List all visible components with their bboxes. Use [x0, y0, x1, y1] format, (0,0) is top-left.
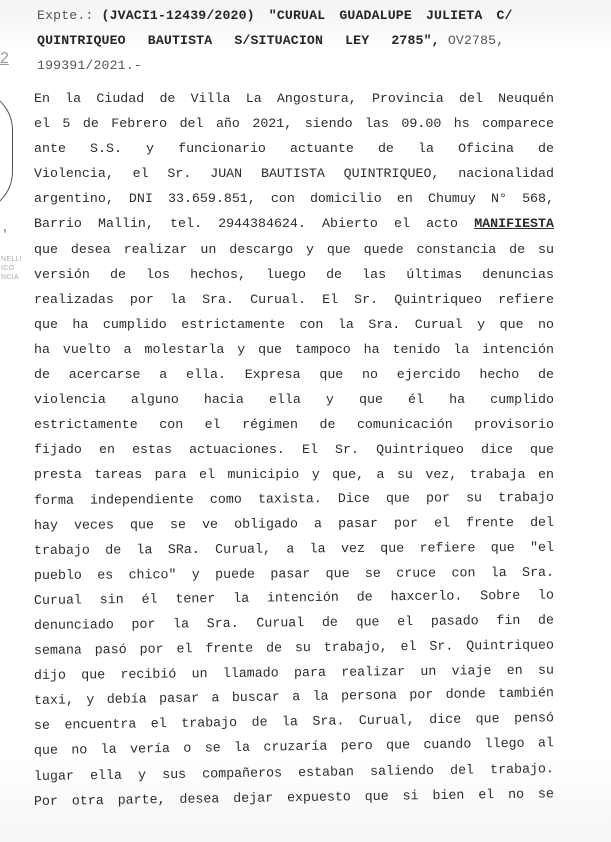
margin-dot-mark: ,	[3, 218, 7, 234]
body-line: presta tareas para el municipio y que, a su vez, trabaja en	[34, 467, 554, 483]
header-line-2	[37, 28, 557, 53]
body-line: En la Ciudad de Villa La Angostura, Provincia del Neuquén	[34, 91, 554, 106]
body-line: taxi, y debía pasar a buscar a la persona por donde también	[33, 685, 555, 709]
body-line-text: Barrio Mallin, tel. 2944384624. Abierto el acto	[34, 216, 459, 232]
body-line: versión de los hechos, luego de las últimas denuncias	[34, 266, 554, 282]
body-line: estrictamente con el régimen de comunicación provisorio	[34, 417, 554, 433]
body-line: violencia alguno hacia ella y que él ha cumplido	[34, 392, 554, 408]
body-line: semana pasó por el frente de su trabajo, el Sr. Quintriqueo	[33, 637, 555, 659]
body-line: que desea realizar un descargo y que quede constancia de su	[34, 241, 554, 257]
body-line: que no la vería o se la cruzaría pero que cuando llego al	[33, 735, 555, 759]
body-line: forma independiente como taxista. Dice que por su trabajo	[33, 489, 555, 508]
stamp-line: ICO	[1, 265, 15, 272]
body-line: hay veces que se ve obligado a pasar por el frente del	[33, 514, 555, 533]
case-header	[37, 3, 557, 78]
body-line: el 5 de Febrero del año 2021, siendo las 09.00 hs comparece	[34, 116, 554, 132]
margin-bracket-mark	[0, 90, 13, 212]
body-line: Violencia, el Sr. JUAN BAUTISTA QUINTRIQUEO, nacionalidad	[34, 166, 554, 182]
body-line: Curual sin él tener la intención de haxcerlo. Sobre lo	[33, 587, 555, 608]
body-line: Por otra parte, desea dejar expuesto que si bien el no se	[33, 785, 555, 809]
stamp-line: NELLI	[1, 256, 22, 263]
body-line: pueblo es chico" y puede pasar que se cruce con la Sra.	[33, 564, 555, 583]
body-line: dijo que recibió un llamado para realizar un viaje en su	[33, 662, 555, 684]
body-line-manifiesta	[34, 211, 554, 236]
body-line: ante S.S. y funcionario actuante de la Oficina de	[34, 141, 554, 157]
case-title-part-1: (JVACI1-12439/2020) "CURUAL GUADALUPE JULIETA C/	[101, 8, 513, 23]
body-line: ha vuelto a molestarla y que tampoco ha tenido la intención	[34, 341, 554, 357]
case-title-part-2: QUINTRIQUEO BAUTISTA S/SITUACION LEY 2785",	[37, 33, 440, 48]
body-line: de acercarse a ella. Expresa que no ejercido hecho de	[34, 367, 554, 383]
manifiesta-emphasis: MANIFIESTA	[474, 216, 554, 232]
stamp-line: NCIA	[1, 274, 19, 281]
document-body	[34, 86, 564, 814]
margin-stamp	[1, 255, 22, 282]
body-line: fijado en estas actuaciones. El Sr. Quintriqueo dice que	[34, 442, 554, 458]
case-label: Expte.:	[37, 8, 94, 23]
header-line-1	[37, 3, 557, 28]
body-line: se encuentra el trabajo de la Sra. Curual, dice que pensó	[33, 710, 555, 734]
page-number: 2	[0, 50, 9, 67]
body-line: lugar ella y sus compañeros estaban saliendo del trabajo.	[33, 760, 555, 784]
body-line: que ha cumplido estrictamente con la Sra. Curual y que no	[34, 316, 554, 332]
body-line: trabajo de la SRa. Curual, a la vez que refiere que "el	[33, 539, 555, 558]
body-line: realizadas por la Sra. Curual. El Sr. Quintriqueo refiere	[34, 291, 554, 307]
case-code: OV2785,	[447, 33, 505, 48]
case-number: 199391/2021.-	[37, 58, 142, 73]
body-line: argentino, DNI 33.659.851, con domicilio en Chumuy N° 568,	[34, 191, 554, 207]
body-line: denunciado por la Sra. Curual de que el pasado fin de	[33, 612, 555, 633]
